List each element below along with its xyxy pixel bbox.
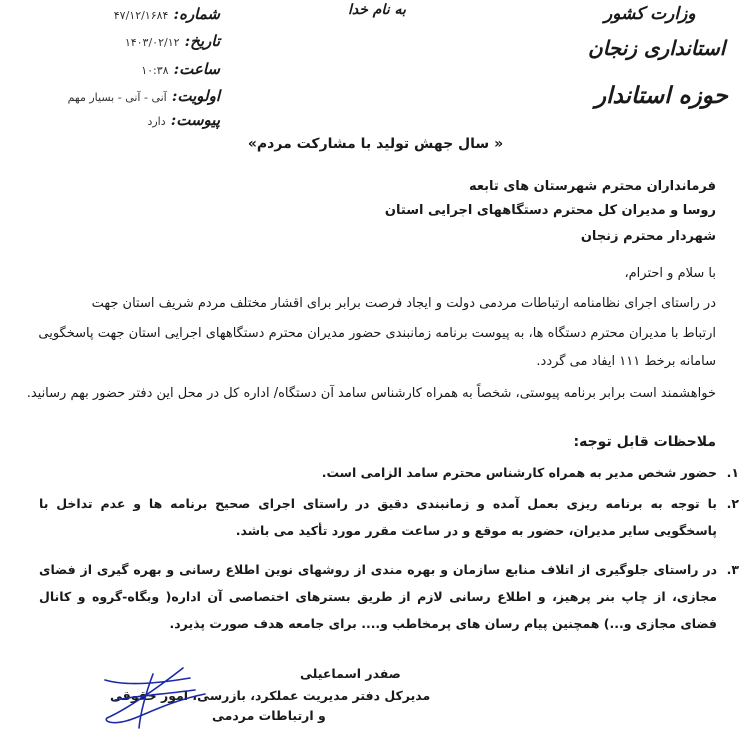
note-number-3: ۳. bbox=[726, 562, 739, 577]
paragraph-2: خواهشمند است برابر برنامه پیوستی، شخصاً به همراه کارشناس سامد آن دستگاه/ اداره کل در محل این دفتر حضور بهم رسانید. bbox=[26, 386, 716, 401]
note-text-3: در راستای جلوگیری از اتلاف منابع سازمان و بهره مندی از روشهای نوین اطلاع رسانی و بهره گیری از فضای مجازی، از چاپ بنر پرهیز، و اطلاع رسانی لازم از طریق بسترهای اختصاصی آن اداره( وبگاه-گروه و کانال فضای مجازی و...) همچنین پیام رسان های پرمخاطب و.... برای جامعه هدف صورت پذیرد. bbox=[39, 562, 717, 631]
meta-attachment-value: دارد bbox=[147, 115, 166, 128]
note-number-2: ۲. bbox=[726, 496, 739, 511]
recipient-line-1: فرمانداران محترم شهرستان های تابعه bbox=[468, 179, 716, 194]
greeting: با سلام و احترام، bbox=[624, 266, 716, 281]
meta-attachment-label: پیوست: bbox=[170, 111, 220, 129]
year-slogan: « سال جهش تولید با مشارکت مردم» bbox=[247, 136, 504, 152]
paragraph-1-line-1: در راستای اجرای نظامنامه ارتباطات مردمی دولت و ایجاد فرصت برابر برای اقشار مختلف مردم شریف استان جهت bbox=[91, 296, 716, 311]
meta-date-label: تاریخ: bbox=[184, 32, 220, 50]
recipient-line-2: روسا و مدیران کل محترم دستگاههای اجرایی استان bbox=[384, 203, 716, 218]
paragraph-1-line-2: ارتباط با مدیران محترم دستگاه ها، به پیوست برنامه زمانبندی حضور مدیران محترم دستگاههای اجرایی استان جهت پاسخگویی bbox=[38, 326, 716, 341]
meta-number-value: ۴۷/۱۲/۱۶۸۴ bbox=[113, 9, 169, 22]
meta-time-label: ساعت: bbox=[173, 60, 220, 78]
meta-number bbox=[114, 4, 220, 23]
ministry-name: وزارت کشور bbox=[604, 4, 696, 24]
note-item-1 bbox=[39, 459, 751, 486]
meta-attachment bbox=[147, 110, 220, 129]
recipient-line-3: شهردار محترم زنجان bbox=[580, 229, 716, 244]
signer-title-line-2: و ارتباطات مردمی bbox=[212, 708, 326, 723]
meta-date-value: ۱۴۰۳/۰۲/۱۲ bbox=[124, 36, 180, 49]
note-item-3 bbox=[39, 556, 751, 637]
notes-title: ملاحظات قابل توجه: bbox=[573, 434, 716, 450]
paragraph-1-line-3: سامانه برخط ۱۱۱ ایفاد می گردد. bbox=[536, 354, 716, 369]
note-number-1: ۱. bbox=[726, 465, 739, 480]
invocation: به نام خدا bbox=[348, 2, 406, 18]
meta-block bbox=[60, 4, 220, 134]
meta-priority-value: آنی - آنی - بسیار مهم bbox=[67, 91, 167, 104]
governorate-name: استانداری زنجان bbox=[588, 36, 726, 60]
meta-date bbox=[125, 31, 220, 50]
signer-name: صفدر اسماعیلی bbox=[300, 666, 401, 681]
meta-number-label: شماره: bbox=[173, 5, 220, 23]
meta-time-value: ۱۰:۳۸ bbox=[141, 64, 169, 77]
note-item-2 bbox=[39, 490, 751, 544]
office-name: حوزه استاندار bbox=[595, 82, 728, 109]
meta-time bbox=[141, 59, 220, 78]
meta-priority-label: اولویت: bbox=[171, 87, 220, 105]
note-text-2: با توجه به برنامه ریزی بعمل آمده و زمانبندی دقیق در راستای اجرای صحیح برنامه ها و عدم تداخل با پاسخگویی سایر مدیران، حضور به موقع و در ساعت مقرر مورد تأکید می باشد. bbox=[39, 496, 717, 538]
meta-priority bbox=[68, 86, 220, 105]
note-text-1: حضور شخص مدیر به همراه کارشناس محترم سامد الزامی است. bbox=[321, 465, 717, 480]
signer-title-line-1: مدیرکل دفتر مدیریت عملکرد، بازرسی، امور حقوقی bbox=[110, 688, 431, 703]
handwritten-signature-icon bbox=[95, 660, 215, 735]
